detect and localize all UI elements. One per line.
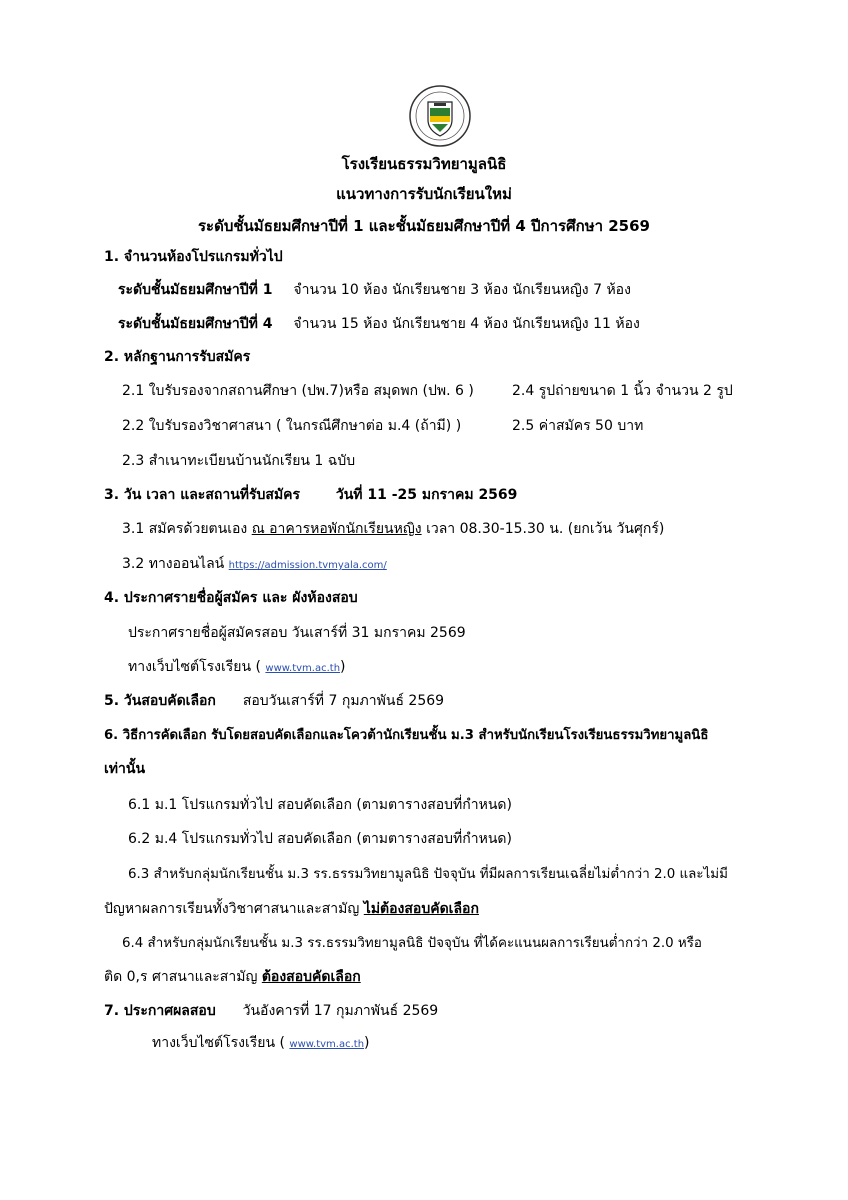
item-3-1-place: ณ อาคารหอพักนักเรียนหญิง xyxy=(251,521,422,537)
item-2-1: 2.1 ใบรับรองจากสถานศึกษา (ปพ.7)หรือ สมุดพก (ปพ. 6 ) xyxy=(122,383,474,399)
item-2-4: 2.4 รูปถ่ายขนาด 1 นิ้ว จำนวน 2 รูป xyxy=(512,383,733,399)
section-7-detail: วันอังคารที่ 17 กุมภาพันธ์ 2569 xyxy=(242,1003,439,1019)
m1-label: ระดับชั้นมัธยมศึกษาปีที่ 1 xyxy=(118,282,273,298)
section-4-heading: 4. ประกาศรายชื่อผู้สมัคร และ ผังห้องสอบ xyxy=(104,590,358,606)
document-subtitle: ระดับชั้นมัธยมศึกษาปีที่ 1 และชั้นมัธยมศึกษาปีที่ 4 ปีการศึกษา 2569 xyxy=(198,217,650,235)
m1-detail: จำนวน 10 ห้อง นักเรียนชาย 3 ห้อง นักเรียนหญิง 7 ห้อง xyxy=(293,282,631,298)
section-3-heading xyxy=(104,484,517,506)
item-2-2: 2.2 ใบรับรองวิชาศาสนา ( ในกรณีศึกษาต่อ ม.4 (ถ้ามี) ) xyxy=(122,418,462,434)
section-4-website-text: ทางเว็บไซต์โรงเรียน ( xyxy=(128,659,261,675)
item-6-3-text: ปัญหาผลการเรียนทั้งวิชาศาสนาและสามัญ xyxy=(104,901,360,917)
section-5-heading: 5. วันสอบคัดเลือก xyxy=(104,693,216,709)
item-6-4-line-2 xyxy=(104,966,361,988)
m4-detail: จำนวน 15 ห้อง นักเรียนชาย 4 ห้อง นักเรียนหญิง 11 ห้อง xyxy=(293,316,640,332)
item-3-2-text: 3.2 ทางออนไลน์ xyxy=(122,556,225,572)
section-5-detail: สอบวันเสาร์ที่ 7 กุมภาพันธ์ 2569 xyxy=(242,693,445,709)
item-6-2: 6.2 ม.4 โปรแกรมทั่วไป สอบคัดเลือก (ตามตารางสอบที่กำหนด) xyxy=(128,831,512,847)
item-2-5: 2.5 ค่าสมัคร 50 บาท xyxy=(512,418,644,434)
section-7-heading: 7. ประกาศผลสอบ xyxy=(104,1003,216,1019)
section-2-heading: 2. หลักฐานการรับสมัคร xyxy=(104,349,251,365)
item-3-2 xyxy=(122,553,387,575)
exam-required: ต้องสอบคัดเลือก xyxy=(261,969,361,985)
section-5 xyxy=(104,690,444,712)
item-6-4-line-1: 6.4 สำหรับกลุ่มนักเรียนชั้น ม.3 รร.ธรรมวิทยามูลนิธิ ปัจจุบัน ที่ได้คะแนนผลการเรียนต่ำกว่า 2.0 หรือ xyxy=(122,936,702,951)
section-7-website-text: ทางเว็บไซต์โรงเรียน ( xyxy=(152,1035,285,1051)
item-3-1-text: 3.1 สมัครด้วยตนเอง xyxy=(122,521,248,537)
section-1-heading: 1. จำนวนห้องโปรแกรมทั่วไป xyxy=(104,249,283,265)
section-1-m1 xyxy=(118,279,631,301)
item-3-1-time: เวลา 08.30-15.30 น. (ยกเว้น วันศุกร์) xyxy=(426,521,665,537)
results-website-link[interactable]: www.tvm.ac.th xyxy=(289,1039,365,1050)
school-logo xyxy=(408,84,472,148)
section-4-line-2 xyxy=(128,656,346,678)
section-6-heading: 6. วิธีการคัดเลือก รับโดยสอบคัดเลือกและโควต้านักเรียนชั้น ม.3 สำหรับนักเรียนโรงเรียนธรรมวิทยามูลนิธิ xyxy=(104,728,709,743)
section-7-close-paren: ) xyxy=(364,1035,370,1051)
admission-link[interactable]: https://admission.tvmyala.com/ xyxy=(228,560,387,571)
section-6-heading-cont: เท่านั้น xyxy=(104,761,146,777)
item-6-1: 6.1 ม.1 โปรแกรมทั่วไป สอบคัดเลือก (ตามตารางสอบที่กำหนด) xyxy=(128,797,512,813)
no-exam-required: ไม่ต้องสอบคัดเลือก xyxy=(363,901,479,917)
document-title: แนวทางการรับนักเรียนใหม่ xyxy=(336,185,512,203)
section-7 xyxy=(104,1000,438,1022)
item-6-4-text: ติด 0,ร ศาสนาและสามัญ xyxy=(104,969,258,985)
item-3-1 xyxy=(122,518,664,540)
section-4-line-1: ประกาศรายชื่อผู้สมัครสอบ วันเสาร์ที่ 31 มกราคม 2569 xyxy=(128,625,466,641)
section-1-m4 xyxy=(118,313,640,335)
section-4-close-paren: ) xyxy=(340,659,346,675)
item-6-3-line-1: 6.3 สำหรับกลุ่มนักเรียนชั้น ม.3 รร.ธรรมวิทยามูลนิธิ ปัจจุบัน ที่มีผลการเรียนเฉลี่ยไม่ต่ำกว่า 2.0 และไม่มี xyxy=(128,867,728,882)
item-2-3: 2.3 สำเนาทะเบียนบ้านนักเรียน 1 ฉบับ xyxy=(122,453,356,469)
school-name: โรงเรียนธรรมวิทยามูลนิธิ xyxy=(341,155,507,173)
section-3-title: 3. วัน เวลา และสถานที่รับสมัคร xyxy=(104,487,301,503)
section-7-line xyxy=(152,1032,370,1054)
m4-label: ระดับชั้นมัธยมศึกษาปีที่ 4 xyxy=(118,316,273,332)
section-3-dates: วันที่ 11 -25 มกราคม 2569 xyxy=(335,487,518,503)
school-website-link[interactable]: www.tvm.ac.th xyxy=(265,663,341,674)
item-6-3-line-2 xyxy=(104,898,479,920)
